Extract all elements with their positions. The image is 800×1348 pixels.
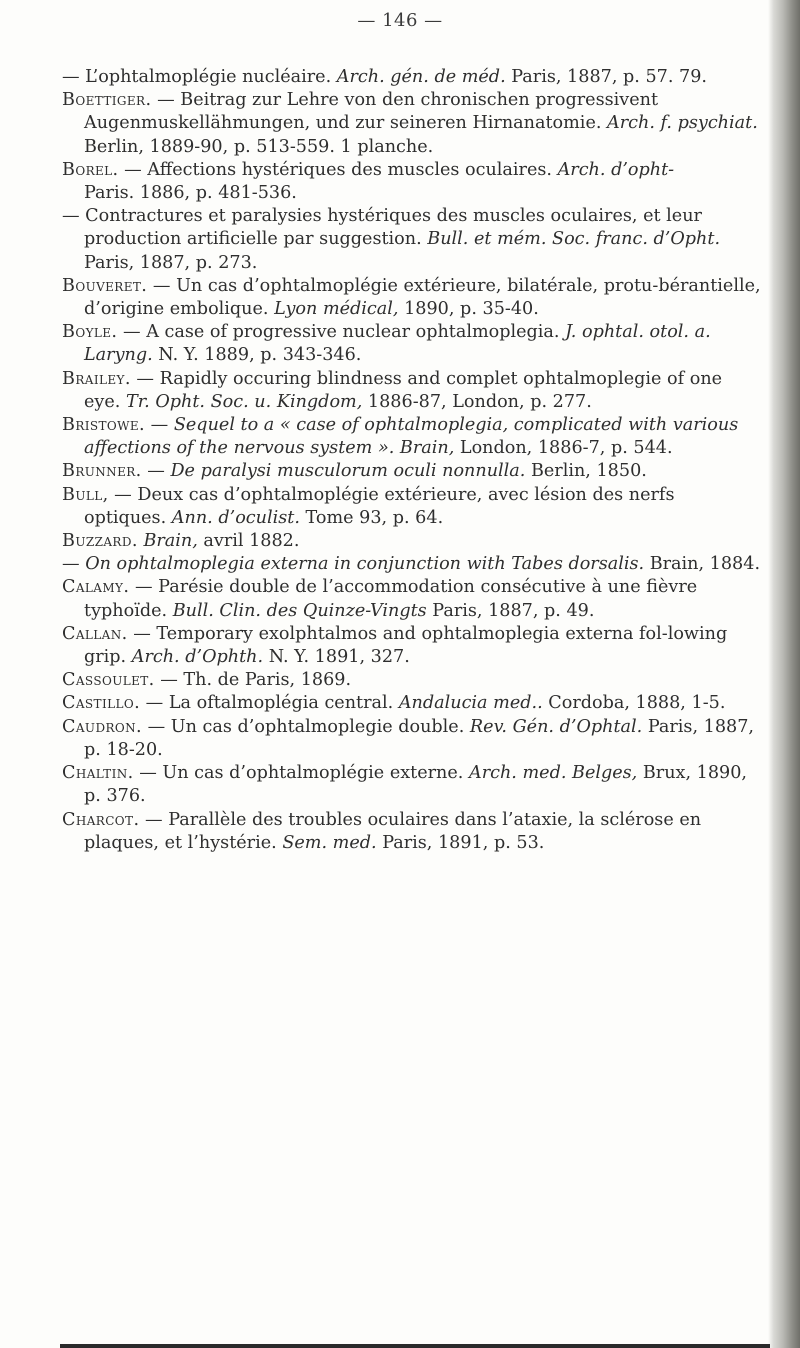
entry-journal: Ann. d’oculist. — [171, 507, 300, 528]
entry-text: — Th. de Paris, 1869. — [154, 670, 352, 691]
entry-author: Buzzard. — [62, 531, 138, 552]
entry-journal: J. ophtal. otol. a. Laryng. — [84, 322, 711, 366]
entry-text: — Deux cas d’ophtalmoplégie extérieure, avec lésion des nerfs optiques. — [84, 484, 675, 528]
entry-rest: Paris, 1887, p. 57. 79. — [505, 67, 708, 87]
entry-journal: Arch. med. Belges, — [468, 763, 638, 784]
entry-author: Brunner. — [62, 461, 142, 482]
entry-rest: Paris, 1887, p. 273. — [84, 252, 258, 273]
bibliography-list — [62, 66, 762, 855]
entry-text: — Parallèle des troubles oculaires dans l’ataxie, la sclérose en plaques, et l’hystérie. — [84, 809, 702, 853]
entry-rest: Cordoba, 1888, 1-5. — [542, 693, 726, 714]
entry-journal: Arch. d’opht- — [557, 159, 675, 180]
bibliography-entry — [62, 205, 762, 275]
entry-author: Boettiger. — [62, 90, 152, 111]
entry-text: — — [62, 554, 86, 575]
entry-author: Castillo. — [62, 693, 141, 714]
entry-journal: Rev. Gén. d’Ophtal. — [469, 716, 643, 737]
bottom-edge-rule — [60, 1344, 770, 1348]
entry-text: — Un cas d’ophtalmoplégie extérieure, bilatérale, protu-bérantielle, d’origine embolique. — [84, 275, 761, 320]
entry-author: Charcot. — [62, 809, 140, 830]
page-number: — 146 — — [357, 10, 443, 31]
bibliography-entry — [62, 623, 762, 669]
entry-author: Calamy. — [62, 577, 130, 598]
bibliography-entry — [62, 159, 762, 205]
entry-journal: On ophtalmoplegia externa in conjunction with Tabes dorsalis. — [85, 554, 645, 575]
entry-rest: Paris, 1887, p. 18-20. — [84, 716, 754, 760]
entry-journal: Andalucia med.. — [398, 693, 543, 714]
entry-text: — L’ophtalmoplégie nucléaire. — [62, 67, 337, 87]
entry-journal: Arch. d’Ophth. — [131, 647, 264, 668]
bibliography-entry — [62, 368, 762, 414]
entry-author: Bristowe. — [62, 415, 146, 436]
entry-text: — Affections hystériques des muscles oculaires. — [118, 159, 558, 180]
entry-journal: Bull. Clin. des Quinze-Vingts — [172, 600, 427, 621]
bibliography-entry — [62, 275, 762, 321]
entry-journal: Bull. et mém. Soc. franc. d’Opht. — [427, 229, 721, 250]
bibliography-entry — [62, 809, 762, 855]
bibliography-entry — [62, 484, 762, 530]
entry-rest: Paris. 1886, p. 481-536. — [84, 183, 297, 204]
entry-text: — Rapidly occuring blindness and complet ophtalmoplegie of one eye. — [84, 368, 723, 412]
bibliography-entry — [62, 414, 762, 460]
entry-text: — Beitrag zur Lehre von den chronischen progressivent Augenmuskellähmungen, und zur seineren Hirnanatomie. — [84, 90, 659, 134]
entry-text: — Parésie double de l’accommodation consécutive à une fièvre typhoïde. — [84, 577, 698, 621]
entry-rest: N. Y. 1891, 327. — [263, 647, 410, 668]
entry-rest: Brain, 1884. — [644, 554, 761, 575]
book-edge — [774, 0, 800, 1348]
entry-author: Borel. — [62, 159, 119, 180]
entry-rest: Brux, 1890, p. 376. — [84, 763, 748, 807]
bibliography-entry — [62, 321, 762, 367]
entry-author: Bull, — [62, 484, 109, 505]
entry-text: — A case of progressive nuclear ophtalmoplegia. — [117, 322, 566, 343]
entry-text: — Un cas d’ophtalmoplégie externe. — [133, 763, 469, 784]
bibliography-entry — [62, 460, 762, 483]
entry-rest: Berlin, 1850. — [525, 461, 647, 482]
entry-journal: Sequel to a « case of ophtalmoplegia, complicated with various affections of the nervous system ». Brain, — [84, 415, 739, 459]
entry-text: — Un cas d’ophtalmoplegie double. — [142, 716, 470, 737]
entry-author: Brailey. — [62, 368, 131, 389]
bibliography-entry — [62, 576, 762, 622]
bibliography-entry — [62, 66, 762, 89]
bibliography-entry — [62, 669, 762, 692]
entry-rest: 1890, p. 35-40. — [398, 299, 539, 320]
entry-journal: Brain, — [143, 531, 198, 552]
bibliography-entry — [62, 530, 762, 553]
entry-rest: avril 1882. — [197, 531, 300, 552]
entry-author: Chaltin. — [62, 763, 134, 784]
entry-author: Callan. — [62, 623, 128, 644]
entry-text: — La oftalmoplégia central. — [140, 693, 399, 714]
bibliography-entry — [62, 762, 762, 808]
entry-journal: Lyon médical, — [274, 299, 399, 320]
entry-author: Cassoulet. — [62, 670, 155, 691]
entry-journal: Sem. med. — [282, 832, 377, 853]
entry-journal: De paralysi musculorum oculi nonnulla. — [170, 461, 526, 482]
entry-rest: Paris, 1887, p. 49. — [426, 600, 595, 621]
entry-rest: London, 1886-7, p. 544. — [454, 438, 673, 459]
bibliography-entry — [62, 89, 762, 159]
entry-journal: Arch. f. psychiat. — [607, 113, 758, 134]
entry-rest: 1886-87, London, p. 277. — [362, 391, 592, 412]
entry-text: — — [141, 461, 171, 482]
bibliography-entry — [62, 692, 762, 715]
entry-text: — Contractures et paralysies hystériques des muscles oculaires, et leur production artificielle par suggestion. — [62, 206, 702, 250]
entry-rest: N. Y. 1889, p. 343-346. — [152, 345, 362, 366]
entry-rest: Paris, 1891, p. 53. — [376, 832, 545, 853]
entry-rest: Tome 93, p. 64. — [299, 507, 444, 528]
entry-rest: Berlin, 1889-90, p. 513-559. 1 planche. — [84, 136, 434, 157]
entry-journal: Tr. Opht. Soc. u. Kingdom, — [125, 391, 363, 412]
bibliography-entry — [62, 716, 762, 762]
bibliography-entry — [62, 553, 762, 576]
entry-text: — Temporary exolphtalmos and ophtalmoplegia externa fol-lowing grip. — [84, 623, 728, 668]
entry-journal: Arch. gén. de méd. — [336, 67, 506, 87]
entry-author: Boyle. — [62, 322, 118, 343]
entry-text: — — [145, 415, 174, 436]
entry-author: Caudron. — [62, 716, 143, 737]
entry-author: Bouveret. — [62, 275, 148, 296]
